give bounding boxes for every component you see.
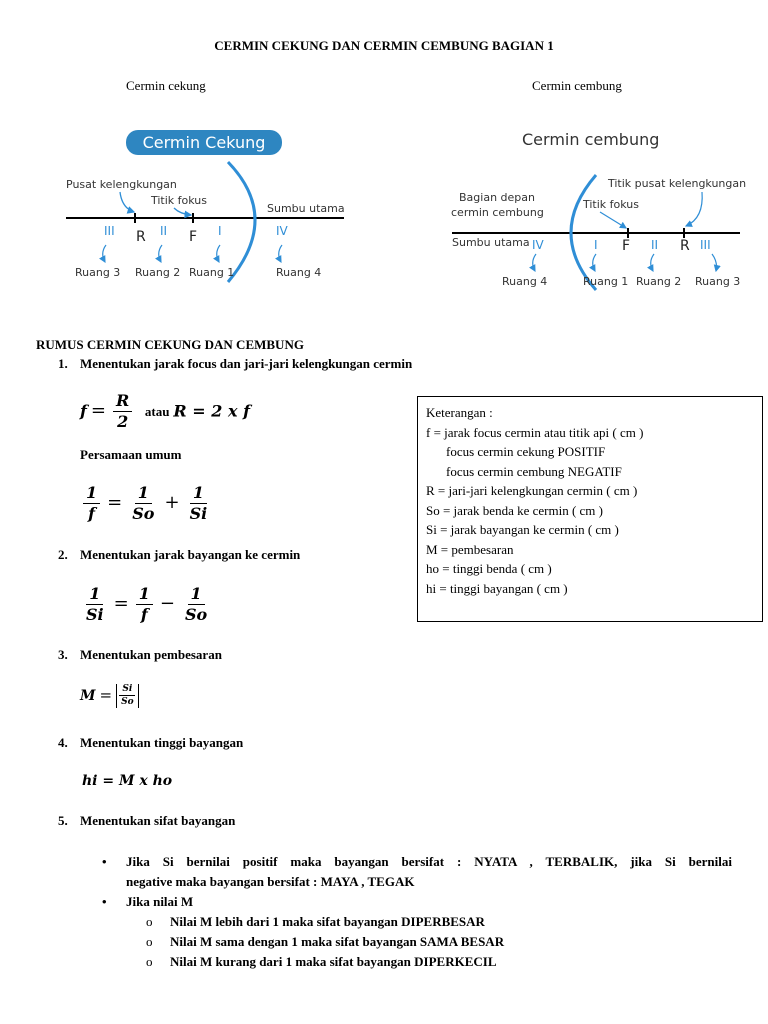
bullet-icon: •: [102, 894, 107, 909]
keterangan-line: M = pembesaran: [426, 541, 514, 557]
sub-item-1: [146, 912, 732, 932]
fokus-arrow: [174, 208, 191, 215]
ruang-arrow: [533, 254, 536, 271]
ruang-arrow: [651, 254, 654, 271]
item-5-text: Menentukan sifat bayangan: [80, 813, 236, 828]
item-3: [58, 647, 222, 663]
label-cermin-cembung: Cermin cembung: [532, 78, 622, 93]
ruang-arrow: [103, 245, 106, 262]
sub-item-3: [146, 952, 732, 972]
item-3-number: 3.: [58, 647, 68, 662]
roman-iii: III: [104, 224, 115, 238]
concave-mirror-shape: [228, 162, 255, 282]
formula-pembesaran: M = $\frac{Si}{So}$: [80, 684, 139, 708]
item-1-number: 1.: [58, 356, 68, 371]
ruang-arrow: [159, 245, 162, 262]
pusat-arrow: [120, 192, 134, 212]
sifat-bayangan-list: [102, 852, 732, 972]
rumus-heading: RUMUS CERMIN CEKUNG DAN CEMBUNG: [36, 337, 304, 352]
ruang-3-label-cembung: Ruang 3: [695, 275, 741, 288]
pusat-arrow-cembung: [686, 192, 702, 226]
keterangan-line: Si = jarak bayangan ke cermin ( cm ): [426, 522, 619, 537]
keterangan-line: focus cermin cembung NEGATIF: [446, 463, 622, 479]
roman-iv: IV: [276, 224, 288, 238]
fraction-num: 1: [136, 585, 153, 605]
ruang-4-label: Ruang 4: [276, 266, 322, 279]
sub-item-3-text: Nilai M kurang dari 1 maka sifat bayangan DIPERKECIL: [170, 954, 497, 969]
fraction-den: So: [121, 697, 134, 708]
ruang-arrow: [712, 254, 717, 271]
f-label: F: [189, 229, 198, 245]
fraction-num: R: [113, 392, 132, 412]
item-5-number: 5.: [58, 813, 68, 828]
page-title: CERMIN CEKUNG DAN CERMIN CEMBUNG BAGIAN 1: [214, 38, 554, 53]
fraction-num: 1: [188, 585, 205, 605]
diagram-cermin-cembung: [448, 120, 748, 295]
item-1: [58, 356, 412, 372]
titik-fokus-label: Titik fokus: [151, 194, 208, 207]
circle-bullet-icon: o: [146, 934, 153, 949]
item-3-text: Menentukan pembesaran: [80, 647, 222, 662]
roman-iv-cembung: IV: [532, 238, 544, 252]
banner-cekung-text: Cermin Cekung: [142, 133, 266, 152]
formula-tinggi-bayangan: hi = M x ho: [82, 773, 173, 789]
ruang-arrow: [279, 245, 282, 262]
fraction-num: 1: [135, 484, 152, 504]
sub-item-2: [146, 932, 732, 952]
fraction-num: 1: [190, 484, 207, 504]
item-2-text: Menentukan jarak bayangan ke cermin: [80, 547, 301, 562]
atau-text: atau: [144, 404, 170, 420]
label-cermin-cekung: Cermin cekung: [126, 78, 206, 93]
circle-bullet-icon: o: [146, 914, 153, 929]
roman-ii-cembung: II: [651, 238, 659, 252]
bullet-m-text: Jika nilai M: [126, 894, 194, 909]
fraction-r-2: [113, 392, 132, 432]
ruang-1-label-cembung: Ruang 1: [583, 275, 629, 288]
roman-i: I: [218, 224, 222, 238]
ruang-4-label-cembung: Ruang 4: [502, 275, 548, 288]
cembung-title: Cermin cembung: [522, 130, 660, 149]
bullet-si-line2: negative maka bayangan bersifat : MAYA , TEGAK: [126, 874, 415, 889]
sub-item-1-text: Nilai M lebih dari 1 maka sifat bayangan DIPERBESAR: [170, 914, 485, 929]
keterangan-box: [417, 396, 763, 622]
formula-m-lhs: M: [80, 687, 96, 704]
ruang-3-label: Ruang 3: [75, 266, 121, 279]
sumbu-utama-label-cembung: Sumbu utama: [452, 236, 530, 249]
keterangan-line: f = jarak focus cermin atau titik api ( cm ): [426, 424, 644, 440]
persamaan-umum: Persamaan umum: [80, 447, 182, 462]
fraction-den: f: [140, 605, 148, 625]
ruang-2-label-cembung: Ruang 2: [636, 275, 682, 288]
keterangan-line: R = jari-jari kelengkungan cermin ( cm ): [426, 483, 638, 498]
fraction-den: So: [132, 504, 155, 524]
item-5: [58, 813, 235, 829]
ruang-2-label: Ruang 2: [135, 266, 181, 279]
fraction-num: 1: [83, 484, 100, 504]
keterangan-line: So = jarak benda ke cermin ( cm ): [426, 502, 603, 518]
fraction-den: Si: [189, 504, 208, 524]
fraction-den: Si: [86, 605, 104, 625]
keterangan-line: hi = tinggi bayangan ( cm ): [426, 580, 568, 596]
plus-operator: +: [164, 492, 180, 514]
roman-i-cembung: I: [594, 238, 598, 252]
f-label-cembung: F: [622, 238, 631, 254]
item-2: [58, 547, 300, 563]
bullet-si-text: Jika Si bernilai positif maka bayangan bersifat : NYATA , TERBALIK, jika Si bernilai: [126, 854, 732, 869]
formula-persamaan-umum: $\frac{1}{f}$ = $\frac{1}{So}$ + $\frac{1}{Si}$: [80, 484, 213, 524]
bullet-m: [102, 892, 732, 912]
minus-operator: −: [159, 593, 175, 615]
formula-f-lhs: f: [80, 401, 87, 421]
item-2-number: 2.: [58, 547, 68, 562]
formula-focus: f = $\frac{R}{2}$ atau R = 2 x f: [80, 391, 250, 432]
keterangan-line: focus cermin cekung POSITIF: [446, 444, 606, 459]
sumbu-utama-label: Sumbu utama: [267, 202, 345, 215]
item-4-text: Menentukan tinggi bayangan: [80, 735, 244, 750]
r-label-cembung: R: [680, 238, 690, 254]
fraction-den: f: [88, 504, 96, 524]
bullet-si-line1: [102, 852, 732, 872]
fraction-num: Si: [119, 684, 135, 696]
ruang-arrow: [593, 254, 596, 271]
item-1-text: Menentukan jarak focus dan jari-jari kelengkungan cermin: [80, 356, 413, 371]
formula-r-rhs: R = 2 x f: [173, 401, 250, 421]
bagian-depan-label: Bagian depan: [459, 191, 535, 204]
circle-bullet-icon: o: [146, 954, 153, 969]
fraction-den: 2: [117, 412, 129, 432]
r-label: R: [136, 229, 146, 245]
formula-jarak-bayangan: $\frac{1}{Si}$ = $\frac{1}{f}$ − $\frac{1}{So}$: [80, 585, 213, 625]
diagram-cermin-cekung: [60, 120, 360, 290]
item-4: [58, 735, 243, 751]
keterangan-line: ho = tinggi benda ( cm ): [426, 561, 552, 576]
keterangan-title: Keterangan :: [426, 405, 493, 420]
sub-item-2-text: Nilai M sama dengan 1 maka sifat bayangan SAMA BESAR: [170, 934, 505, 949]
titik-fokus-label-cembung: Titik fokus: [583, 198, 640, 211]
roman-ii: II: [160, 224, 168, 238]
fraction-den: So: [184, 605, 208, 625]
ruang-1-label: Ruang 1: [189, 266, 235, 279]
item-4-number: 4.: [58, 735, 68, 750]
bullet-icon: •: [102, 854, 107, 869]
ruang-arrow: [217, 245, 220, 262]
fraction-num: 1: [86, 585, 103, 605]
pusat-label: Pusat kelengkungan: [66, 178, 177, 191]
roman-iii-cembung: III: [700, 238, 711, 252]
bagian-depan-label-2: cermin cembung: [451, 206, 544, 219]
fokus-arrow-cembung: [600, 212, 626, 228]
titik-pusat-label: Titik pusat kelengkungan: [608, 177, 747, 190]
